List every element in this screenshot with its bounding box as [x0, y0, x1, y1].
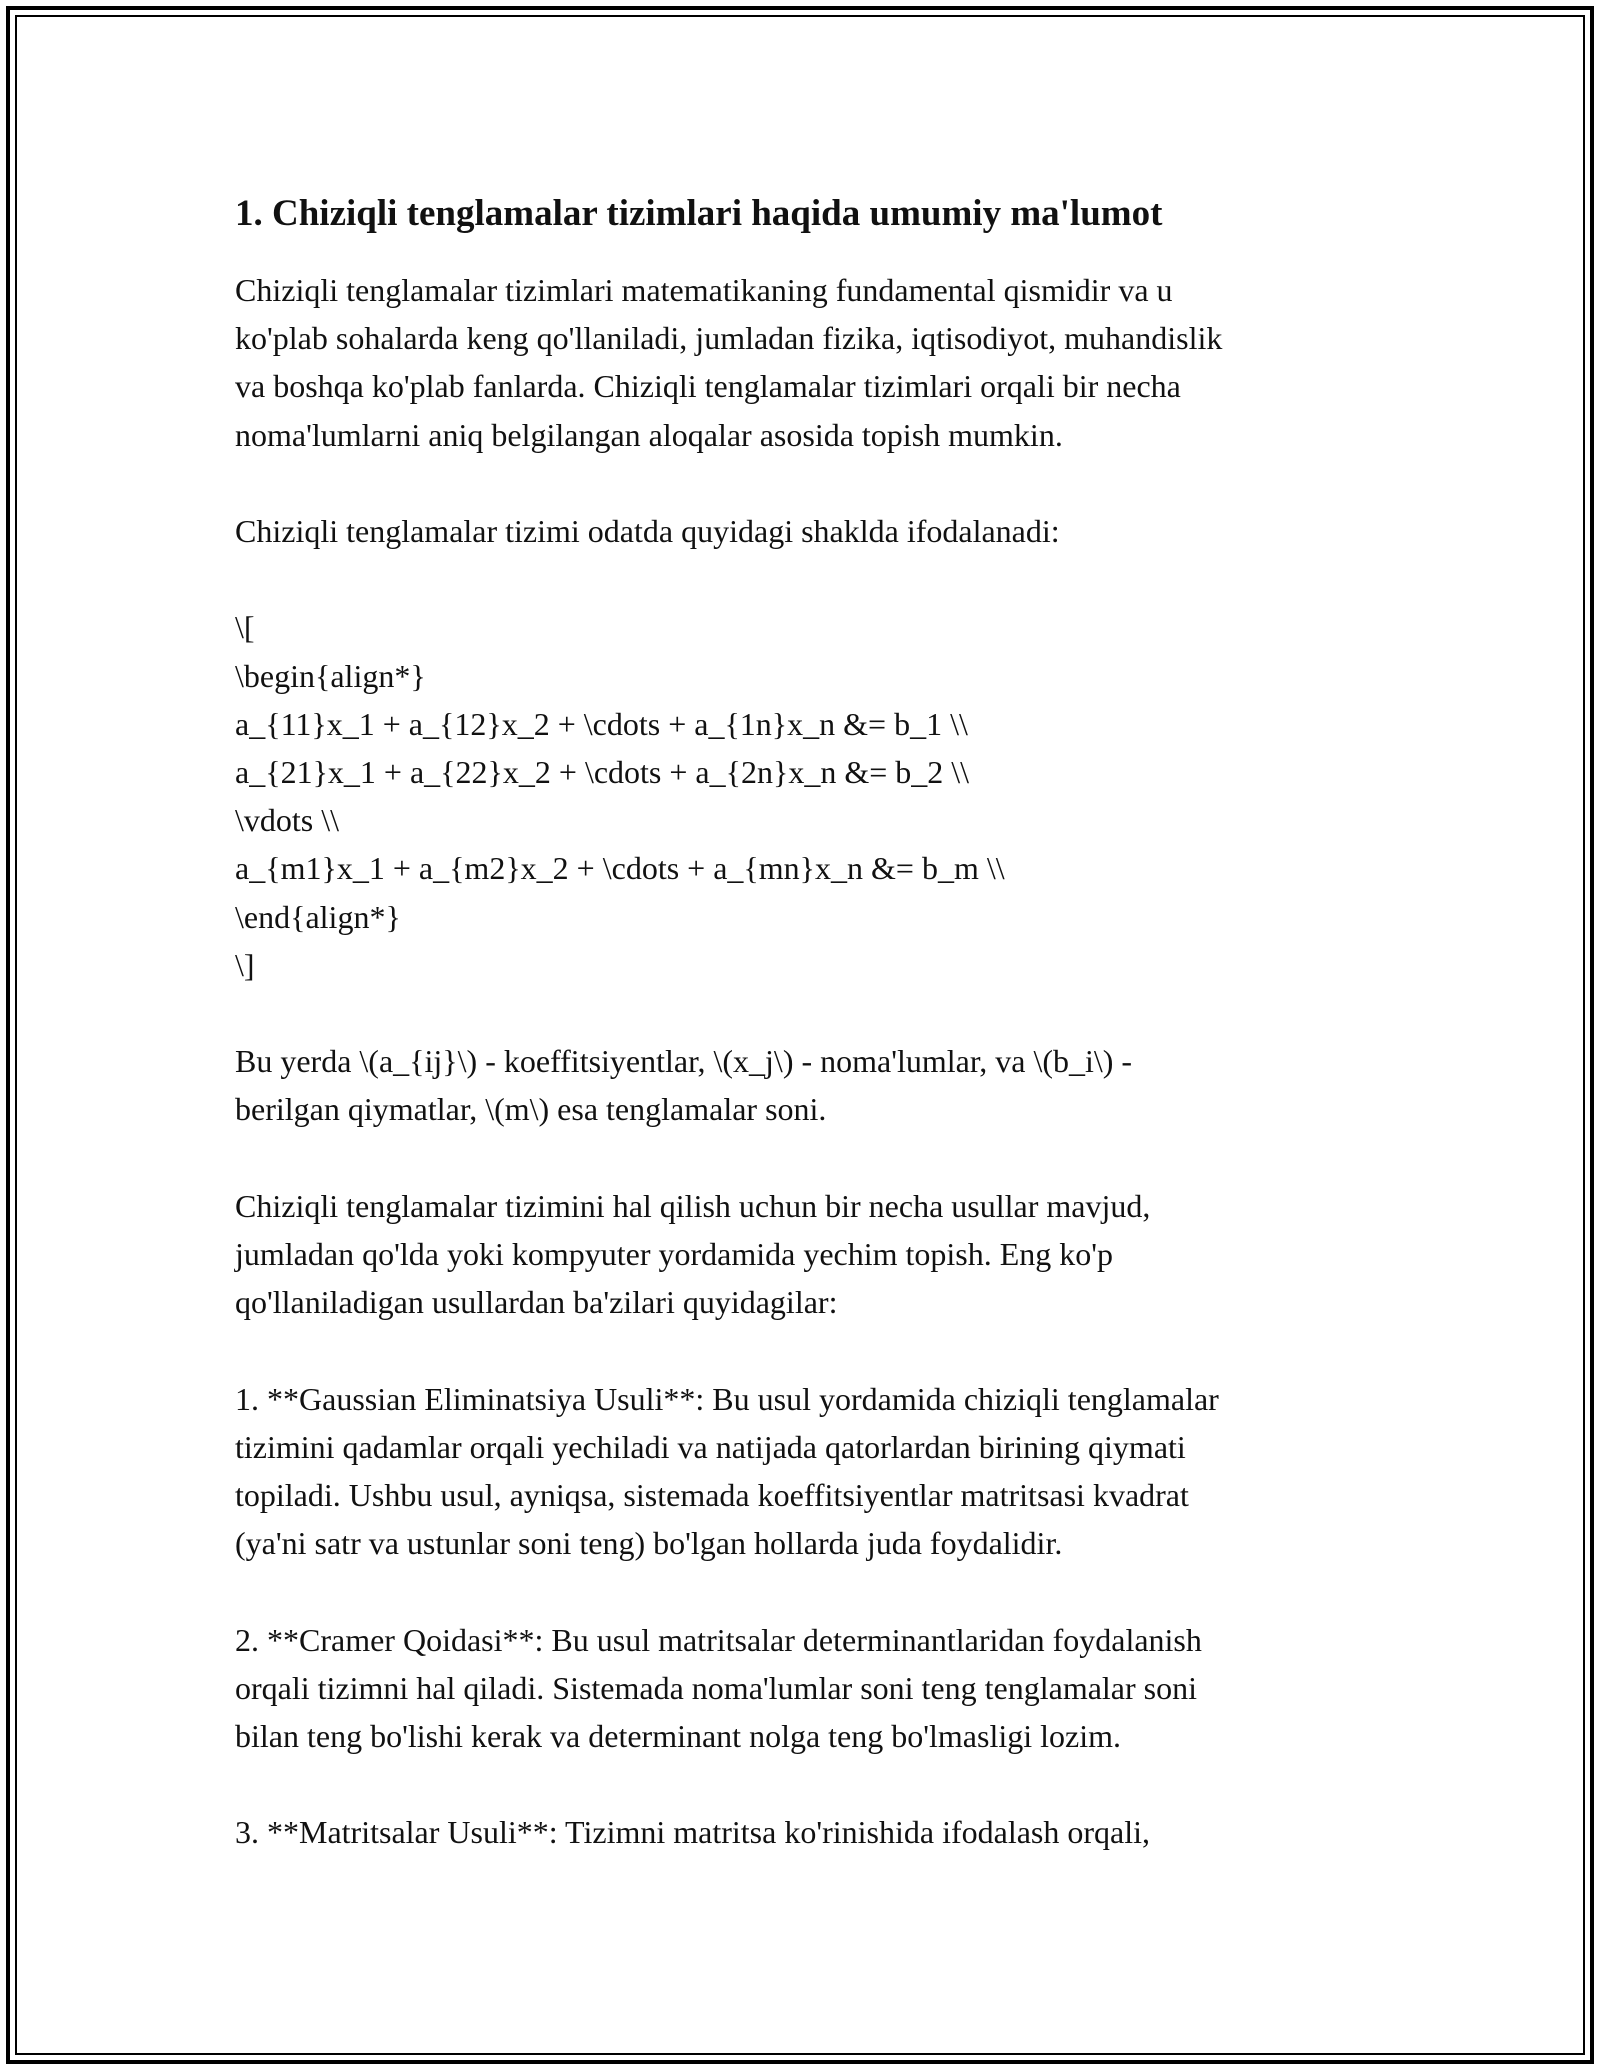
text-line: qo'llaniladigan usullardan ba'zilari quyidagilar: — [235, 1284, 838, 1321]
method-1-paragraph — [235, 1375, 1385, 1568]
text-line: bilan teng bo'lishi kerak va determinant nolga teng bo'lmasligi lozim. — [235, 1718, 1121, 1754]
text-line: ko'plab sohalarda keng qo'llaniladi, jumladan fizika, iqtisodiyot, muhandislik — [235, 320, 1223, 357]
explanation-paragraph — [235, 1037, 1385, 1133]
text-line: jumladan qo'lda yoki kompyuter yordamida yechim topish. Eng ko'p — [235, 1236, 1114, 1272]
latex-block — [235, 603, 1385, 989]
latex-line: \begin{align*} — [235, 657, 426, 694]
latex-line: \end{align*} — [235, 898, 401, 935]
methods-intro-paragraph — [235, 1182, 1385, 1327]
text-line: va boshqa ko'plab fanlarda. Chiziqli tenglamalar tizimlari orqali bir necha — [235, 368, 1181, 405]
method-2-paragraph — [235, 1616, 1385, 1761]
method-3-paragraph — [235, 1808, 1385, 1856]
text-line: topiladi. Ushbu usul, ayniqsa, sistemada koeffitsiyentlar matritsasi kvadrat — [235, 1477, 1189, 1513]
text-line: tizimini qadamlar orqali yechiladi va natijada qatorlardan birining qiymati — [235, 1428, 1186, 1465]
latex-line: \vdots \\ — [235, 802, 340, 839]
section-heading: 1. Chiziqli tenglamalar tizimlari haqida umumiy ma'lumot — [235, 193, 1163, 234]
latex-line: a_{m1}x_1 + a_{m2}x_2 + \cdots + a_{mn}x_n &= b_m \\ — [235, 850, 1005, 887]
text-line: berilgan qiymatlar, \(m\) esa tenglamalar soni. — [235, 1091, 827, 1128]
text-line: (ya'ni satr va ustunlar soni teng) bo'lgan hollarda juda foydalidir. — [235, 1525, 1063, 1562]
form-intro-paragraph — [235, 507, 1385, 555]
text-line: 3. **Matritsalar Usuli**: Tizimni matritsa ko'rinishida ifodalash orqali, — [235, 1814, 1150, 1851]
latex-line: a_{11}x_1 + a_{12}x_2 + \cdots + a_{1n}x_n &= b_1 \\ — [235, 705, 968, 742]
intro-paragraph — [235, 266, 1385, 459]
latex-line: \[ — [235, 609, 255, 646]
text-line: noma'lumlarni aniq belgilangan aloqalar asosida topish mumkin. — [235, 416, 1063, 453]
latex-line: a_{21}x_1 + a_{22}x_2 + \cdots + a_{2n}x_n &= b_2 \\ — [235, 754, 970, 790]
text-line: Chiziqli tenglamalar tizimi odatda quyidagi shaklda ifodalanadi: — [235, 513, 1060, 549]
latex-line: \] — [235, 946, 255, 983]
text-line: Chiziqli tenglamalar tizimini hal qilish uchun bir necha usullar mavjud, — [235, 1187, 1151, 1224]
text-line: orqali tizimni hal qiladi. Sistemada noma'lumlar soni teng tenglamalar soni — [235, 1669, 1197, 1706]
document-body — [235, 188, 1385, 1857]
text-line: Bu yerda \(a_{ij}\) - koeffitsiyentlar, \(x_j\) - noma'lumlar, va \(b_i\) - — [235, 1043, 1133, 1080]
text-line: 1. **Gaussian Eliminatsiya Usuli**: Bu usul yordamida chiziqli tenglamalar — [235, 1380, 1219, 1417]
text-line: 2. **Cramer Qoidasi**: Bu usul matritsalar determinantlaridan foydalanish — [235, 1621, 1202, 1658]
text-line: Chiziqli tenglamalar tizimlari matematikaning fundamental qismidir va u — [235, 272, 1173, 308]
